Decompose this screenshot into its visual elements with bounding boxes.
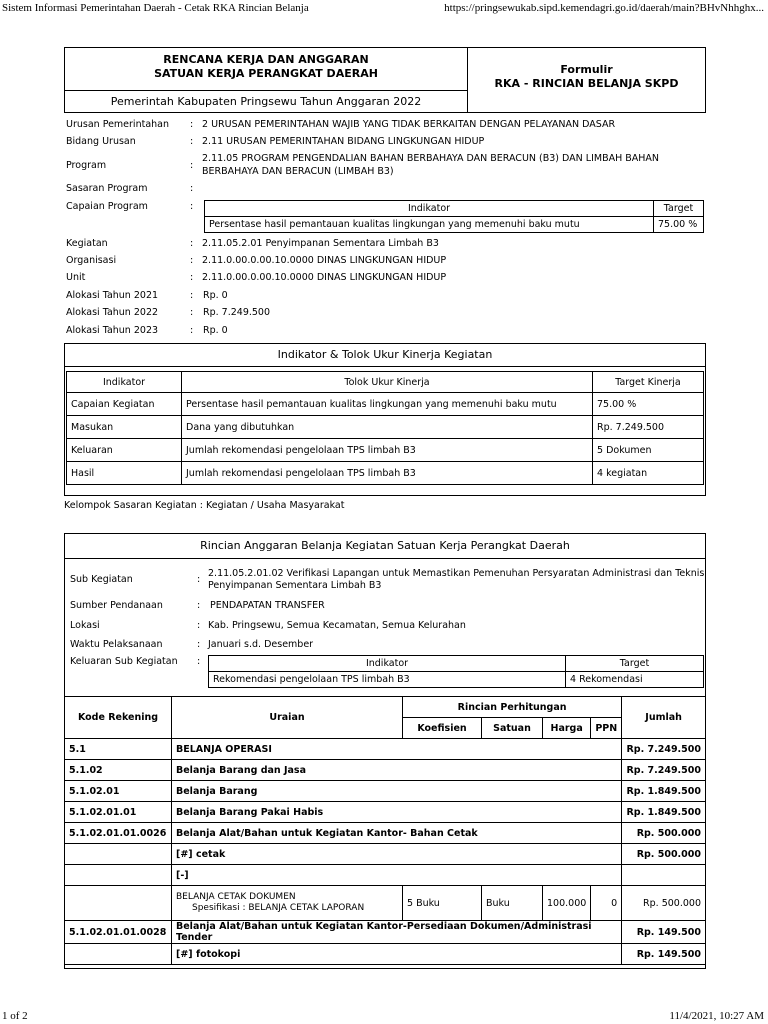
table-row	[65, 739, 706, 760]
kinerja-title: Indikator & Tolok Ukur Kinerja Kegiatan	[65, 344, 705, 367]
print-header	[0, 0, 768, 18]
detail-uraian: BELANJA CETAK DOKUMEN	[176, 892, 296, 902]
cell-kode: 5.1.02.01.01	[65, 802, 172, 823]
colon: :	[197, 600, 201, 611]
colon: :	[190, 183, 194, 194]
cell-ppn: 0	[591, 886, 622, 921]
document-subtitle: Pemerintah Kabupaten Pringsewu Tahun Anggaran 2022	[65, 90, 467, 113]
table-header-row	[205, 201, 704, 217]
col-jumlah: Jumlah	[622, 697, 706, 739]
document-title	[65, 53, 467, 81]
cell-uraian: Belanja Alat/Bahan untuk Kegiatan Kantor- Bahan Cetak	[172, 823, 622, 844]
cell-koefisien: 5 Buku	[403, 886, 482, 921]
keluaran-table	[208, 655, 704, 688]
print-timestamp: 11/4/2021, 10:27 AM	[669, 1010, 764, 1022]
info-label: Sub Kegiatan	[70, 574, 133, 585]
cell-harga: 100.000	[543, 886, 591, 921]
sub-kegiatan-line-1: 2.11.05.2.01.02 Verifikasi Lapangan untuk Memastikan Pemenuhan Persyaratan Administrasi dan Teknis	[208, 568, 705, 579]
cell-tolok-ukur: Persentase hasil pemantauan kualitas lingkungan yang memenuhi baku mutu	[182, 393, 593, 416]
cell-indikator: Capaian Kegiatan	[67, 393, 182, 416]
col-target: Target	[654, 201, 704, 217]
program-value-line-1: 2.11.05 PROGRAM PENGENDALIAN BAHAN BERBAHAYA DAN BERACUN (B3) DAN LIMBAH BAHAN	[202, 153, 660, 164]
cell-jumlah: Rp. 500.000	[622, 886, 706, 921]
cell-uraian: [-]	[172, 865, 622, 886]
cell-uraian: BELANJA OPERASI	[172, 739, 622, 760]
cell-uraian: Belanja Barang Pakai Habis	[172, 802, 622, 823]
info-label: Alokasi Tahun 2022	[66, 307, 159, 318]
cell-tolok-ukur: Jumlah rekomendasi pengelolaan TPS limbah B3	[182, 439, 593, 462]
info-label: Alokasi Tahun 2021	[66, 290, 159, 301]
cell-kode: 5.1.02.01.01.0026	[65, 823, 172, 844]
info-value: 2.11.05.2.01 Penyimpanan Sementara Limbah B3	[202, 238, 439, 249]
table-row	[67, 439, 704, 462]
colon: :	[197, 639, 201, 650]
colon: :	[190, 290, 194, 301]
cell-target: 5 Dokumen	[593, 439, 704, 462]
form-label-block	[468, 63, 705, 91]
table-row	[65, 760, 706, 781]
cell-tolok-ukur: Jumlah rekomendasi pengelolaan TPS limbah B3	[182, 462, 593, 485]
rincian-title: Rincian Anggaran Belanja Kegiatan Satuan Kerja Perangkat Daerah	[65, 534, 705, 559]
table-row	[65, 823, 706, 844]
col-kode-rekening: Kode Rekening	[65, 697, 172, 739]
info-value: Kab. Pringsewu, Semua Kecamatan, Semua Kelurahan	[208, 620, 466, 631]
cell-jumlah	[622, 865, 706, 886]
detail-spesifikasi: Spesifikasi : BELANJA CETAK LAPORAN	[192, 903, 365, 913]
cell-target: 75.00 %	[593, 393, 704, 416]
cell-uraian: [#] fotokopi	[172, 944, 622, 965]
colon: :	[197, 574, 201, 585]
info-label: Organisasi	[66, 255, 117, 266]
colon: :	[190, 307, 194, 318]
cell-kode: 5.1.02.01	[65, 781, 172, 802]
program-value-line-2: BERBAHAYA DAN BERACUN (LIMBAH B3)	[202, 166, 394, 177]
kelompok-sasaran: Kelompok Sasaran Kegiatan : Kegiatan / Usaha Masyarakat	[64, 500, 345, 511]
info-label: Kegiatan	[66, 238, 108, 249]
table-row	[67, 462, 704, 485]
info-label: Capaian Program	[66, 201, 148, 212]
cell-satuan: Buku	[482, 886, 543, 921]
colon: :	[190, 136, 194, 147]
colon: :	[190, 325, 194, 336]
table-row	[209, 672, 704, 688]
capaian-program-table	[204, 200, 704, 233]
info-label: Bidang Urusan	[66, 136, 136, 147]
print-header-url: https://pringsewukab.sipd.kemendagri.go.id/daerah/main?BHvNhhghx...	[444, 2, 764, 14]
info-value: Rp. 0	[203, 325, 228, 336]
info-value: 2.11 URUSAN PEMERINTAHAN BIDANG LINGKUNGAN HIDUP	[202, 136, 485, 147]
info-label: Unit	[66, 272, 86, 283]
info-value: PENDAPATAN TRANSFER	[210, 600, 325, 611]
cell-kode: 5.1	[65, 739, 172, 760]
capaian-indikator: Persentase hasil pemantauan kualitas lingkungan yang memenuhi baku mutu	[205, 217, 654, 233]
col-target: Target	[566, 656, 704, 672]
form-label: Formulir	[560, 63, 613, 76]
cell-kode	[65, 944, 172, 965]
table-row	[67, 416, 704, 439]
info-value: Rp. 0	[203, 290, 228, 301]
capaian-target: 75.00 %	[654, 217, 704, 233]
col-satuan: Satuan	[482, 718, 543, 739]
col-rincian-perhitungan: Rincian Perhitungan	[403, 697, 622, 718]
col-harga: Harga	[543, 718, 591, 739]
cell-jumlah: Rp. 149.500	[622, 944, 706, 965]
table-row	[205, 217, 704, 233]
cell-kode: 5.1.02.01.01.0028	[65, 921, 172, 944]
form-name: RKA - RINCIAN BELANJA SKPD	[494, 77, 679, 90]
info-value: 2 URUSAN PEMERINTAHAN WAJIB YANG TIDAK BERKAITAN DENGAN PELAYANAN DASAR	[202, 119, 616, 130]
colon: :	[190, 201, 194, 212]
info-value: 2.11.0.00.0.00.10.0000 DINAS LINGKUNGAN HIDUP	[202, 255, 447, 266]
cell-uraian: Belanja Barang	[172, 781, 622, 802]
cell-jumlah: Rp. 7.249.500	[622, 760, 706, 781]
print-header-title: Sistem Informasi Pemerintahan Daerah - Cetak RKA Rincian Belanja	[2, 2, 309, 14]
info-label: Sasaran Program	[66, 183, 148, 194]
info-value: Januari s.d. Desember	[208, 639, 314, 650]
document-header	[64, 47, 706, 113]
table-row-detail	[65, 886, 706, 921]
sub-kegiatan-line-2: Penyimpanan Sementara Limbah B3	[208, 580, 382, 591]
colon: :	[190, 255, 194, 266]
cell-jumlah: Rp. 500.000	[622, 844, 706, 865]
col-ppn: PPN	[591, 718, 622, 739]
cell-uraian: [#] cetak	[172, 844, 622, 865]
info-label: Keluaran Sub Kegiatan	[70, 656, 178, 667]
cell-indikator: Keluaran	[67, 439, 182, 462]
info-label: Lokasi	[70, 620, 100, 631]
cell-jumlah: Rp. 149.500	[622, 921, 706, 944]
page-number: 1 of 2	[2, 1010, 28, 1022]
info-label: Urusan Pemerintahan	[66, 119, 170, 130]
table-row	[65, 921, 706, 944]
colon: :	[197, 620, 201, 631]
keluaran-indikator: Rekomendasi pengelolaan TPS limbah B3	[209, 672, 566, 688]
cell-jumlah: Rp. 500.000	[622, 823, 706, 844]
cell-tolok-ukur: Dana yang dibutuhkan	[182, 416, 593, 439]
cell-uraian: Belanja Alat/Bahan untuk Kegiatan Kantor-Persediaan Dokumen/Administrasi Tender	[172, 921, 622, 944]
cell-uraian: Belanja Barang dan Jasa	[172, 760, 622, 781]
colon: :	[190, 119, 194, 130]
col-target-kinerja: Target Kinerja	[593, 372, 704, 393]
cell-jumlah: Rp. 1.849.500	[622, 781, 706, 802]
info-value: Rp. 7.249.500	[203, 307, 271, 318]
header-left	[65, 48, 468, 112]
info-label: Waktu Pelaksanaan	[70, 639, 163, 650]
colon: :	[190, 160, 194, 171]
rekening-table	[64, 696, 706, 965]
cell-uraian-detail	[172, 886, 403, 921]
info-value: 2.11.0.00.0.00.10.0000 DINAS LINGKUNGAN HIDUP	[202, 272, 447, 283]
keluaran-target: 4 Rekomendasi	[566, 672, 704, 688]
info-label: Sumber Pendanaan	[70, 600, 163, 611]
title-line-2: SATUAN KERJA PERANGKAT DAERAH	[154, 67, 378, 80]
colon: :	[190, 272, 194, 283]
cell-kode	[65, 844, 172, 865]
cell-kode	[65, 865, 172, 886]
table-header-row	[67, 372, 704, 393]
cell-jumlah: Rp. 1.849.500	[622, 802, 706, 823]
cell-target: Rp. 7.249.500	[593, 416, 704, 439]
table-header-row	[209, 656, 704, 672]
col-indikator: Indikator	[67, 372, 182, 393]
col-indikator: Indikator	[205, 201, 654, 217]
cell-jumlah: Rp. 7.249.500	[622, 739, 706, 760]
cell-indikator: Hasil	[67, 462, 182, 485]
table-row	[65, 781, 706, 802]
cell-kode	[65, 886, 172, 921]
col-tolok-ukur: Tolok Ukur Kinerja	[182, 372, 593, 393]
colon: :	[190, 238, 194, 249]
table-row	[67, 393, 704, 416]
table-row	[65, 802, 706, 823]
col-koefisien: Koefisien	[403, 718, 482, 739]
colon: :	[197, 656, 201, 667]
title-line-1: RENCANA KERJA DAN ANGGARAN	[163, 53, 369, 66]
col-uraian: Uraian	[172, 697, 403, 739]
info-label: Alokasi Tahun 2023	[66, 325, 159, 336]
print-footer	[0, 1010, 768, 1024]
cell-kode: 5.1.02	[65, 760, 172, 781]
cell-target: 4 kegiatan	[593, 462, 704, 485]
table-row	[65, 865, 706, 886]
col-indikator: Indikator	[209, 656, 566, 672]
info-label: Program	[66, 160, 107, 171]
table-header-row	[65, 697, 706, 718]
kinerja-table	[66, 371, 704, 485]
table-row	[65, 944, 706, 965]
table-row	[65, 844, 706, 865]
cell-indikator: Masukan	[67, 416, 182, 439]
